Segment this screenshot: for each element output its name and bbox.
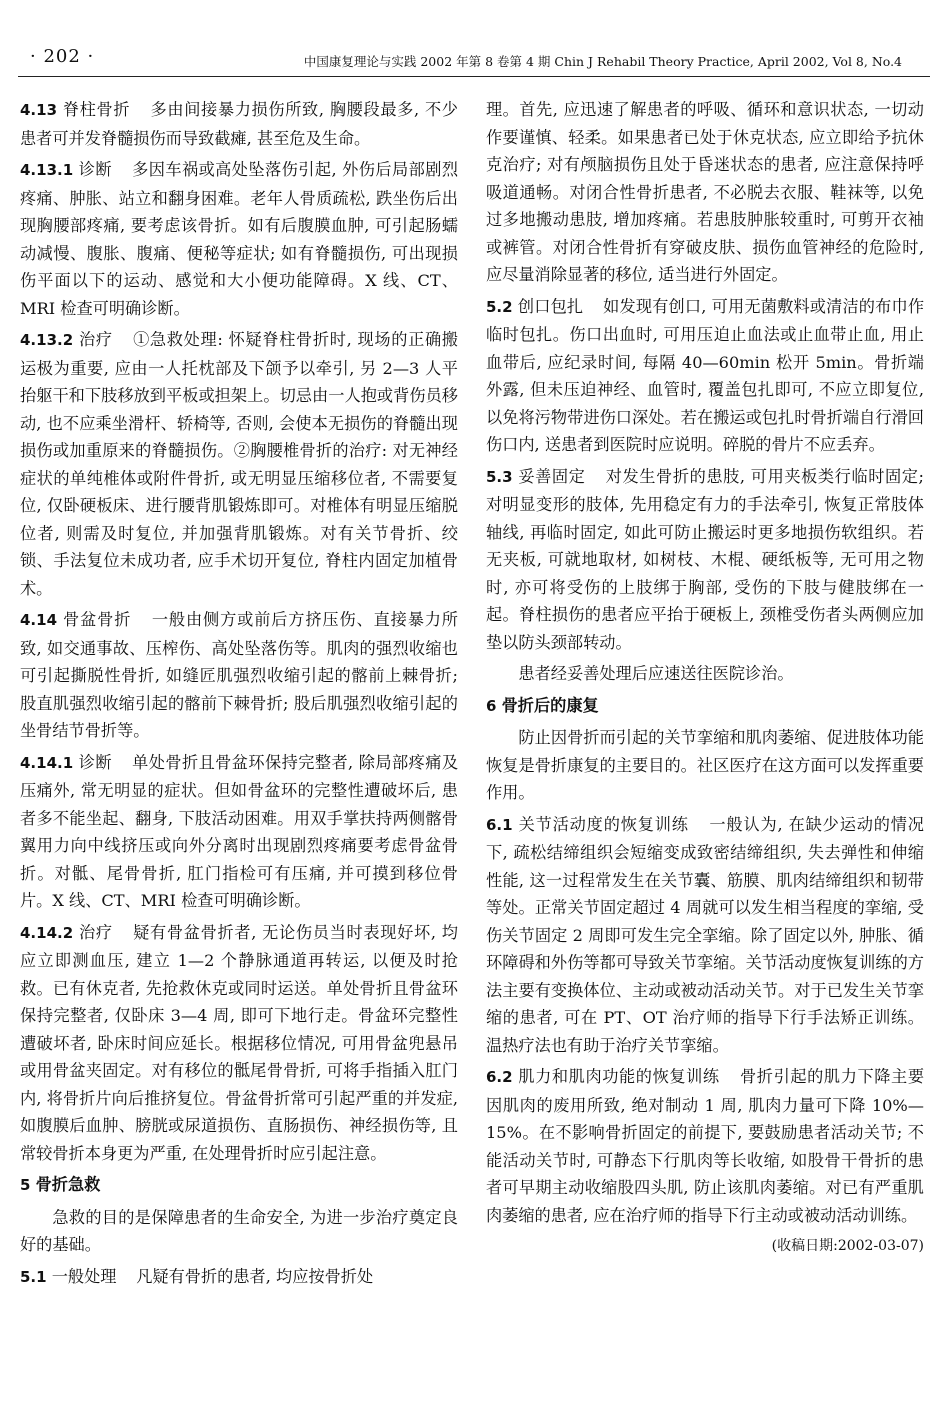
section-heading: 创口包扎 [517, 296, 584, 316]
section-heading: 治疗 [78, 330, 113, 349]
paragraph-text: 一般认为, 在缺少运动的情况下, 疏松结缔组织会短缩变成致密结缔组织, 失去弹性和伸缩性能, 这一过程常发生在关节囊、筋膜、肌肉结缔组织和韧带等处。正常关节固定超过 4 周就可以发生相当程度的挛缩, 受伤关节固定 2 周即可发生完全挛缩。除了固定以外, 肿胀、循环障碍和外伤等都可导致关节挛缩。关节活动度恢复训练的方法主要有变换体位、主动或被动活动关节。对于已发生关节挛缩的患者, 可在 PT、OT 治疗师的指导下行手法矫正训练。温热疗法也有助于治疗关节挛缩。 [486, 814, 924, 1055]
section-heading: 妥善固定 [518, 466, 586, 486]
paragraph-text: 凡疑有骨折的患者, 均应按骨折处 [136, 1266, 374, 1286]
paragraph-text: ①急救处理: 怀疑脊柱骨折时, 现场的正确搬运极为重要, 应由一人托枕部及下颌予以牵引, 另 2—3 人平抬躯干和下肢移放到平板或担架上。切忌由一人抱或背伤员移动, 也不应乘坐滑杆、轿椅等, 否则, 会使本无损伤的脊髓出现损伤或加重原来的脊髓损伤。②胸腰椎骨折的治疗: 对无神经症状的单纯椎体或附件骨折, 或无明显压缩移位者, 不需要复位, 仅卧硬板床、进行腰背肌锻炼即可。对椎体有明显压缩脱位者, 则需及时复位, 并加强背肌锻炼。对有关节骨折、绞锁、手法复位未成功者, 应手术切开复位, 脊柱内固定加植骨术。 [20, 330, 458, 598]
paragraph-5-3 [486, 463, 924, 657]
paragraph-5-2 [486, 293, 924, 459]
section-number: 6.2 [486, 1068, 513, 1086]
paragraph-text: 对发生骨折的患肢, 可用夹板类行临时固定; 对明显变形的肢体, 先用稳定有力的手法牵引, 恢复正常肢体轴线, 再临时固定, 如此可防止搬运时更多地损伤软组织。若无夹板, 可就地取材, 如树枝、木棍、硬纸板等, 无可用之物时, 亦可将受伤的上肢绑于胸部, 受伤的下肢与健肢绑在一起。脊柱损伤的患者应平抬于硬板上, 颈椎受伤者头两侧应加垫以防头颈部转动。 [486, 466, 924, 652]
left-column [20, 96, 458, 1295]
paragraph-5-closing: 患者经妥善处理后应速送往医院诊治。 [518, 664, 794, 683]
paragraph-6-1 [486, 811, 924, 1060]
section-title: 骨折后的康复 [501, 695, 599, 715]
section-heading: 关节活动度的恢复训练 [518, 814, 689, 834]
section-5-heading [20, 1171, 458, 1200]
section-number: 4.14 [20, 611, 58, 629]
section-number: 5.1 [20, 1267, 47, 1286]
section-title: 骨折急救 [35, 1175, 101, 1194]
section-number: 4.14.1 [20, 753, 74, 772]
paragraph-text: 多由间接暴力损伤所致, 胸腰段最多, 不少患者可并发脊髓损伤而导致截瘫, 甚至危及生命。 [20, 100, 458, 148]
section-heading: 一般处理 [51, 1266, 117, 1286]
page-header [0, 0, 950, 80]
section-heading: 诊断 [78, 752, 112, 772]
section-number: 6 [486, 696, 497, 715]
section-number: 6.1 [486, 815, 513, 834]
paragraph-text: 多因车祸或高处坠落伤引起, 外伤后局部剧烈疼痛、肿胀、站立和翻身困难。老年人骨质疏松, 跌坐伤后出现胸腰部疼痛, 要考虑该骨折。如有后腹膜血肿, 可引起肠蠕动减慢、腹胀、腹痛、便秘等症状; 如有脊髓损伤, 可出现损伤平面以下的运动、感觉和大小便功能障碍。X 线、CT、MRI 检查可明确诊断。 [20, 160, 459, 318]
section-heading: 治疗 [78, 922, 113, 942]
received-date: (收稿日期:2002-03-07) [771, 1238, 924, 1254]
right-column [486, 96, 924, 1265]
paragraph-5-1 [20, 1263, 458, 1292]
paragraph-text: 疑有骨盆骨折者, 无论伤员当时表现好坏, 均应立即测血压, 建立 1—2 个静脉通道再转运, 以便及时抢救。已有休克者, 先抢救休克或同时运送。单处骨折且骨盆环保持完整者, 仅卧床 3—4 周, 即可下地行走。骨盆环完整性遭破坏者, 卧床时间应延长。根据移位情况, 可用骨盆兜悬吊或用骨盆夹固定。对有移位的骶尾骨骨折, 可将手指插入肛门内, 将骨折片向后推挤复位。骨盆骨折常可引起严重的并发症, 如腹膜后血肿、膀胱或尿道损伤、直肠损伤、神经损伤等, 且常较骨折本身更为严重, 在处理骨折时应引起注意。 [20, 922, 458, 1163]
paragraph-5-intro: 急救的目的是保障患者的生命安全, 为进一步治疗奠定良好的基础。 [20, 1207, 458, 1254]
section-number: 4.13.1 [20, 161, 74, 179]
paragraph-text: 骨折引起的肌力下降主要因肌肉的废用所致, 绝对制动 1 周, 肌肉力量可下降 10%—15%。在不影响骨折固定的前提下, 要鼓励患者活动关节; 不能活动关节时, 可静态下行肌肉等长收缩, 如股骨干骨折的患者可早期主动收缩股四头肌, 防止该肌肉萎缩。对已有严重肌肉萎缩的患者, 应在治疗师的指导下行主动或被动活动训练。 [486, 1067, 925, 1225]
section-heading: 肌力和肌肉功能的恢复训练 [518, 1067, 720, 1086]
section-number: 4.13 [20, 101, 58, 119]
journal-running-head: 中国康复理论与实践 2002 年第 8 卷第 4 期 Chin J Rehabil Theory Practice, April 2002, Vol 8, No.4 [303, 54, 902, 69]
paragraph-6-intro: 防止因骨折而引起的关节挛缩和肌肉萎缩、促进肢体功能恢复是骨折康复的主要目的。社区医疗在这方面可以发挥重要作用。 [486, 728, 924, 802]
header-divider [18, 76, 930, 77]
section-number: 5 [20, 1176, 31, 1194]
paragraph-5-1-cont: 理。首先, 应迅速了解患者的呼吸、循环和意识状态, 一切动作要谨慎、轻柔。如果患者已处于休克状态, 应立即给予抗休克治疗; 对有颅脑损伤且处于昏迷状态的患者, 应注意保持呼吸道通畅。对闭合性骨折患者, 不必脱去衣服、鞋袜等, 以免过多地搬动患肢, 增加疼痛。若患肢肿胀较重时, 可剪开衣袖或裤管。对闭合性骨折有穿破皮肤、损伤血管神经的危险时, 应尽量消除显著的移位, 适当进行外固定。 [486, 100, 924, 284]
paragraph-4-13 [20, 96, 458, 152]
page-number: · 202 · [30, 46, 95, 67]
section-heading: 骨盆骨折 [63, 610, 132, 629]
section-number: 5.2 [486, 297, 513, 316]
paragraph-text: 单处骨折且骨盆环保持完整者, 除局部疼痛及压痛外, 常无明显的症状。但如骨盆环的完整性遭破坏后, 患者多不能坐起、翻身, 下肢活动困难。用双手掌扶持两侧髂骨翼用力向中线挤压或向外分离时出现剧烈疼痛要考虑骨盆骨折。对骶、尾骨骨折, 肛门指检可有压痛, 并可摸到移位骨片。X 线、CT、MRI 检查可明确诊断。 [20, 752, 459, 910]
paragraph-4-13-2 [20, 326, 458, 602]
paragraph-4-14-1 [20, 749, 458, 915]
section-heading: 脊柱骨折 [62, 100, 131, 119]
section-6-heading [486, 692, 924, 721]
paragraph-6-2 [486, 1063, 924, 1229]
paragraph-4-13-1 [20, 156, 458, 322]
section-number: 4.14.2 [20, 923, 74, 942]
paragraph-4-14-2 [20, 919, 458, 1168]
section-number: 5.3 [486, 467, 513, 486]
section-number: 4.13.2 [20, 331, 74, 349]
paragraph-text: 一般由侧方或前后方挤压伤、直接暴力所致, 如交通事故、压榨伤、高处坠落伤等。肌肉的强烈收缩也可引起撕脱性骨折, 如缝匠肌强烈收缩引起的髂前上棘骨折; 股直肌强烈收缩引起的髂前下棘骨折; 股后肌强烈收缩引起的坐骨结节骨折等。 [20, 610, 458, 740]
paragraph-4-14 [20, 606, 458, 745]
section-heading: 诊断 [78, 160, 112, 179]
paragraph-text: 如发现有创口, 可用无菌敷料或清洁的布巾作临时包扎。伤口出血时, 可用压迫止血法或止血带止血, 用止血带后, 应纪录时间, 每隔 40—60min 松开 5min。骨折端外露, 但未压迫神经、血管时, 覆盖包扎即可, 不应立即复位, 以免将污物带进伤口深处。若在搬运或包扎时骨折端自行滑回伤口内, 送患者到医院时应说明。碎脱的骨片不应丢弃。 [486, 296, 925, 454]
